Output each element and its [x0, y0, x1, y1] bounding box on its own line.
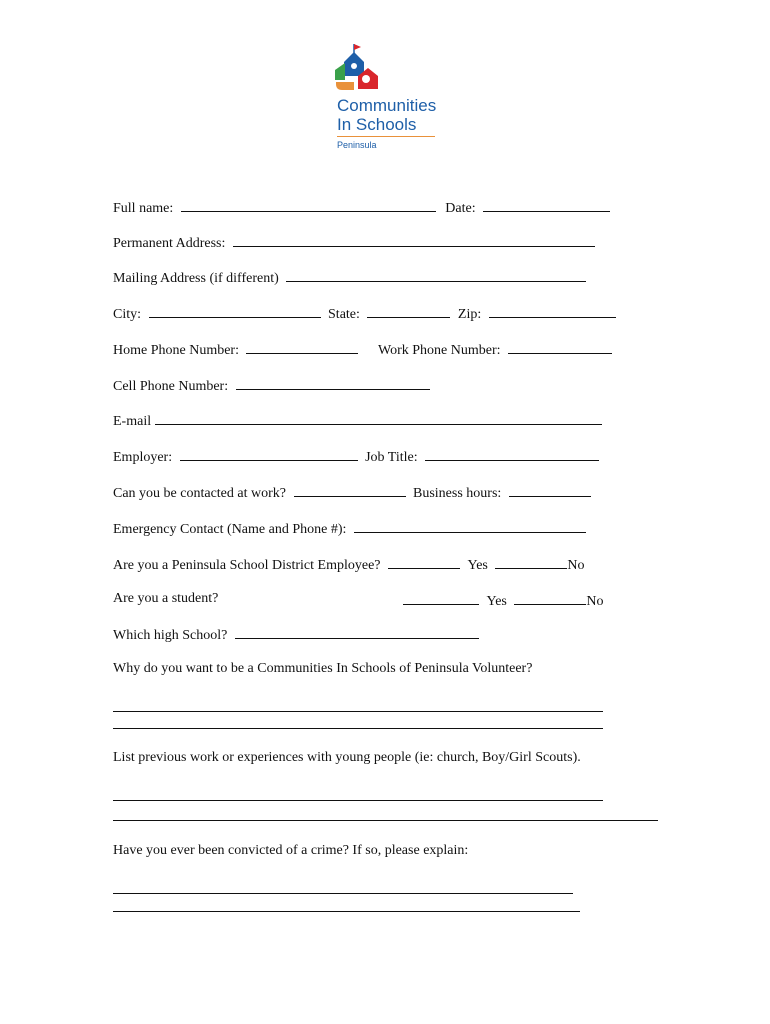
cell-phone-label: Cell Phone Number: [113, 379, 229, 394]
home-phone-field[interactable] [246, 340, 358, 354]
convicted-line-1[interactable] [113, 893, 573, 894]
convicted-label: Have you ever been convicted of a crime? If so, please explain: [113, 843, 469, 858]
email-label: E-mail [113, 414, 152, 429]
business-hours-label: Business hours: [413, 486, 502, 501]
logo-underline [337, 136, 435, 137]
high-school-label: Which high School? [113, 628, 228, 643]
emergency-contact-label: Emergency Contact (Name and Phone #): [113, 522, 347, 537]
job-title-label: Job Title: [365, 450, 418, 465]
job-title-field[interactable] [425, 447, 599, 461]
employer-field[interactable] [180, 447, 358, 461]
convicted-line-2[interactable] [113, 911, 580, 912]
psd-employee-yes-label: Yes [467, 558, 488, 573]
email-field[interactable] [155, 411, 602, 425]
contact-at-work-label: Can you be contacted at work? [113, 486, 286, 501]
permanent-address-field[interactable] [233, 233, 595, 247]
logo-line-communities: Communities [337, 96, 437, 115]
previous-work-line-2[interactable] [113, 820, 658, 821]
student-yes-field[interactable] [403, 591, 479, 605]
why-volunteer-label: Why do you want to be a Communities In Schools of Peninsula Volunteer? [113, 661, 533, 676]
student-no-field[interactable] [514, 591, 586, 605]
psd-employee-label: Are you a Peninsula School District Employee? [113, 558, 381, 573]
state-label: State: [328, 307, 360, 322]
full-name-label: Full name: [113, 201, 174, 216]
date-field[interactable] [483, 198, 610, 212]
student-yes-label: Yes [486, 594, 507, 609]
work-phone-label: Work Phone Number: [377, 343, 501, 358]
contact-at-work-field[interactable] [294, 483, 406, 497]
permanent-address-label: Permanent Address: [113, 236, 226, 251]
psd-employee-no-label: No [567, 558, 585, 573]
zip-label: Zip: [457, 307, 482, 322]
city-field[interactable] [149, 304, 321, 318]
mailing-address-label: Mailing Address (if different) [113, 271, 279, 286]
why-volunteer-line-2[interactable] [113, 728, 603, 729]
state-field[interactable] [367, 304, 450, 318]
zip-field[interactable] [489, 304, 616, 318]
psd-employee-yes-field[interactable] [388, 555, 460, 569]
work-phone-field[interactable] [508, 340, 612, 354]
business-hours-field[interactable] [509, 483, 591, 497]
employer-label: Employer: [113, 450, 173, 465]
student-label: Are you a student? [113, 591, 219, 606]
cell-phone-field[interactable] [236, 376, 430, 390]
psd-employee-no-field[interactable] [495, 555, 567, 569]
previous-work-label: List previous work or experiences with young people (ie: church, Boy/Girl Scouts). [113, 750, 581, 765]
date-label: Date: [445, 201, 476, 216]
high-school-field[interactable] [235, 625, 479, 639]
why-volunteer-line-1[interactable] [113, 711, 603, 712]
full-name-field[interactable] [181, 198, 436, 212]
logo-line-peninsula: Peninsula [337, 140, 377, 150]
home-phone-label: Home Phone Number: [113, 343, 239, 358]
student-no-label: No [586, 594, 604, 609]
mailing-address-field[interactable] [286, 268, 586, 282]
previous-work-line-1[interactable] [113, 800, 603, 801]
emergency-contact-field[interactable] [354, 519, 586, 533]
logo-line-in-schools: In Schools [337, 115, 417, 134]
city-label: City: [113, 307, 142, 322]
